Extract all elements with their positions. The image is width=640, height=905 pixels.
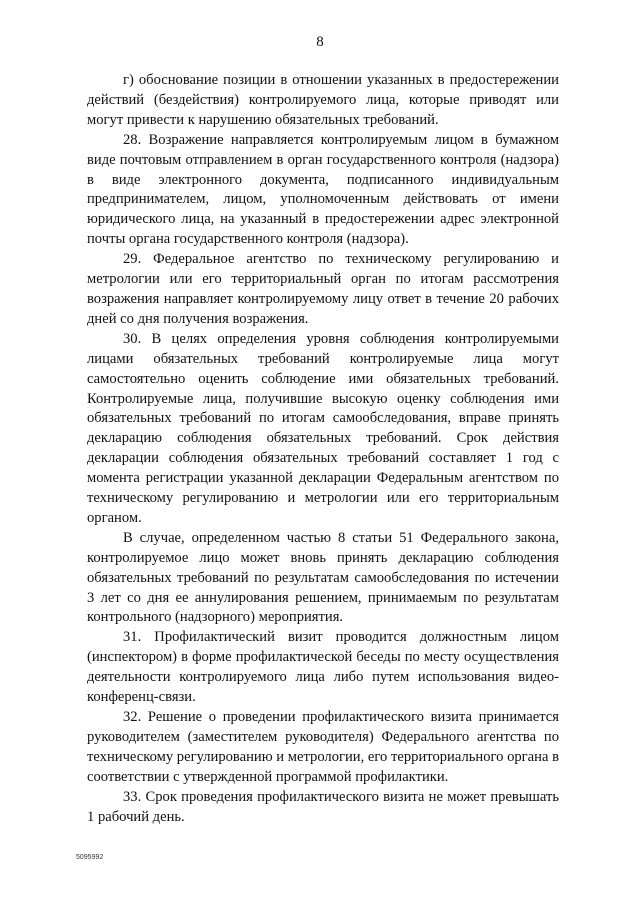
paragraph-32: 32. Решение о проведении профилактического визита принимается руководителем (заместителем руководителя) Федерального агентства по техническому регулированию и метрологии, его территориального органа в соответствии с утвержденной программой профилактики. — [87, 709, 559, 785]
document-code: 5095992 — [76, 854, 104, 861]
paragraph-31: 31. Профилактический визит проводится должностным лицом (инспектором) в форме профилактической беседы по месту осуществления деятельности контролируемого лица либо путем использования видео-конференц-связи. — [87, 629, 559, 706]
paragraph-30-continued: В случае, определенном частью 8 статьи 51 Федерального закона, контролируемое лицо может вновь принять декларацию соблюдения обязательных требований по результатам самообследования по истечении 3 лет со дня ее аннулирования решением, принимаемым по результатам контрольного (надзорного) мероприятия. — [87, 529, 559, 626]
paragraph-33: 33. Срок проведения профилактического визита не может превышать 1 рабочий день. — [87, 788, 559, 825]
paragraph-29: 29. Федеральное агентство по техническому регулированию и метрологии или его территориальный орган по итогам рассмотрения возражения направляет контролируемому лицу ответ в течение 20 рабочих дней со дня получения возражения. — [87, 251, 559, 327]
paragraph-30: 30. В целях определения уровня соблюдения контролируемыми лицами обязательных требований контролируемые лица могут самостоятельно оценить соблюдение ими обязательных требований. Контролируемые лица, получившие высокую оценку соблюдения ими обязательных требований по итогам самообследования, вправе принять декларацию соблюдения обязательных требований. Срок действия декларации соблюдения обязательных требований составляет 1 год с момента регистрации указанной декларации Федеральным агентством по техническому регулированию и метрологии или его территориальным органом. — [87, 330, 559, 526]
paragraph-subitem-g: г) обоснование позиции в отношении указанных в предостережении действий (бездействия) контролируемого лица, которые приводят или могут привести к нарушению обязательных требований. — [87, 72, 559, 128]
paragraph-28: 28. Возражение направляется контролируемым лицом в бумажном виде почтовым отправлением в орган государственного контроля (надзора) в виде электронного документа, подписанного индивидуальным предпринимателем, лицом, уполномоченным действовать от имени юридического лица, на указанный в предостережении адрес электронной почты органа государственного контроля (надзора). — [87, 131, 559, 248]
document-body — [87, 71, 559, 827]
page-number: 8 — [316, 34, 324, 50]
